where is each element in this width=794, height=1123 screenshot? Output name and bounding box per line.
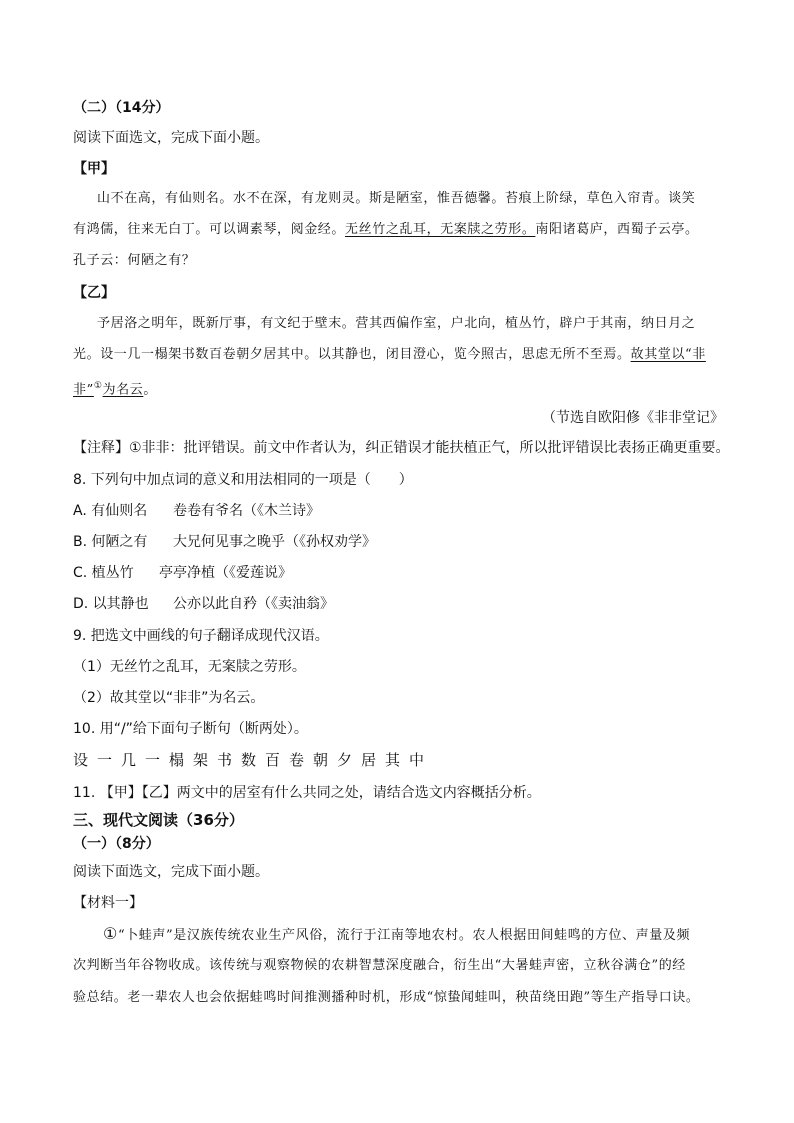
section-3-subtitle: （一）（8分） xyxy=(73,836,160,852)
option-a-compare: 卷卷有爷名（《木兰诗》 xyxy=(173,503,320,519)
question-11: 11. 【甲】【乙】两文中的居室有什么共同之处，请结合选文内容概括分析。 xyxy=(73,785,541,801)
yi-underlined-sentence: 故其堂以“非 xyxy=(630,347,706,362)
q8-option-a xyxy=(73,501,320,521)
material-1-label: 【材料一】 xyxy=(73,895,143,911)
material-1-line-2: 次判断当年谷物收成。该传统与观察物候的农耕智慧深度融合，衍生出“大暑蛙声密，立秋谷满仓”的经 xyxy=(73,958,686,973)
q8-option-b xyxy=(73,532,376,552)
jia-text-line-1: 山不在高，有仙则名。水不在深，有龙则灵。斯是陋室，惟吾德馨。苔痕上阶绿，草色入帘青。谈笑 xyxy=(97,191,696,206)
option-d-sentence: D. 以其静也 xyxy=(73,596,149,612)
reading-instruction: 阅读下面选文，完成下面小题。 xyxy=(73,130,269,146)
q9-part-2: （2）故其堂以“非非”为名云。 xyxy=(73,690,265,706)
q8-option-c xyxy=(73,563,292,583)
section-3-title: 三、现代文阅读（36分） xyxy=(73,811,244,829)
option-b-compare: 大兄何见事之晚乎（《孙权劝学》 xyxy=(173,534,376,550)
yi-text-end: 。 xyxy=(143,382,157,398)
q10-sentence: 设一几一榻架书数百卷朝夕居其中 xyxy=(73,751,434,769)
source-citation: （节选自欧阳修《非非堂记》 xyxy=(542,410,724,426)
q9-part-1: （1）无丝竹之乱耳，无案牍之劳形。 xyxy=(73,659,306,675)
jia-text-plain-2: 南阳诸葛庐，西蜀子云亭。 xyxy=(535,222,699,237)
option-a-sentence: A. 有仙则名 xyxy=(73,503,148,519)
material-1-line-3: 验总结。老一辈农人也会依据蛙鸣时间推测播种时机，形成“惊蛰闻蛙叫，秧苗绕田跑”等生产指导口诀。 xyxy=(73,990,700,1005)
question-10: 10. 用“/”给下面句子断句（断两处）。 xyxy=(73,721,308,737)
annotation-note: 【注释】①非非：批评错误。前文中作者认为，纠正错误才能扶植正气，所以批评错误比表扬正确更重要。 xyxy=(73,440,730,456)
material-1-text: “卜蛙声”是汉族传统农业生产风俗，流行于江南等地农村。农人根据田间蛙鸣的方位、声量及频 xyxy=(117,928,691,943)
q8-option-d xyxy=(73,594,334,614)
yi-label: 【乙】 xyxy=(73,285,115,301)
jia-label: 【甲】 xyxy=(73,161,115,177)
question-8: 8. 下列句中加点词的意义和用法相同的一项是（ ） xyxy=(73,472,413,488)
option-c-sentence: C. 植丛竹 xyxy=(73,565,134,581)
section-2-title: （二）（14分） xyxy=(73,100,170,116)
jia-underlined-sentence: 无丝竹之乱耳，无案牍之劳形。 xyxy=(345,222,536,237)
question-9: 9. 把选文中画线的句子翻译成现代汉语。 xyxy=(73,628,329,644)
material-1-line-1 xyxy=(103,924,690,946)
yi-text-line-1: 予居洛之明年，既新厅事，有文纪于壁末。营其西偏作室，户北向，植丛竹，辟户于其南，纳日月之 xyxy=(97,316,696,331)
reading-instruction-2: 阅读下面选文，完成下面小题。 xyxy=(73,864,269,880)
jia-text-line-2 xyxy=(73,220,699,240)
jia-text-plain: 有鸿儒，往来无白丁。可以调素琴，阅金经。 xyxy=(73,222,346,237)
jia-text-line-3: 孔子云：何陋之有？ xyxy=(73,253,196,268)
option-d-compare: 公亦以此自矜（《卖油翁》 xyxy=(173,596,334,612)
footnote-marker: ① xyxy=(93,381,103,391)
paragraph-number: ① xyxy=(103,924,118,943)
yi-underlined-cont: 非” xyxy=(73,382,94,398)
yi-text-plain: 光。设一几一榻架书数百卷朝夕居其中。以其静也，闭目澄心，览今照古，思虑无所不至焉。 xyxy=(73,347,631,362)
yi-text-line-2 xyxy=(73,345,706,365)
yi-text-line-3 xyxy=(73,376,157,400)
yi-underlined-cont-2: 为名云 xyxy=(102,382,144,398)
option-c-compare: 亭亭净植（《爱莲说》 xyxy=(159,565,292,581)
option-b-sentence: B. 何陋之有 xyxy=(73,534,148,550)
